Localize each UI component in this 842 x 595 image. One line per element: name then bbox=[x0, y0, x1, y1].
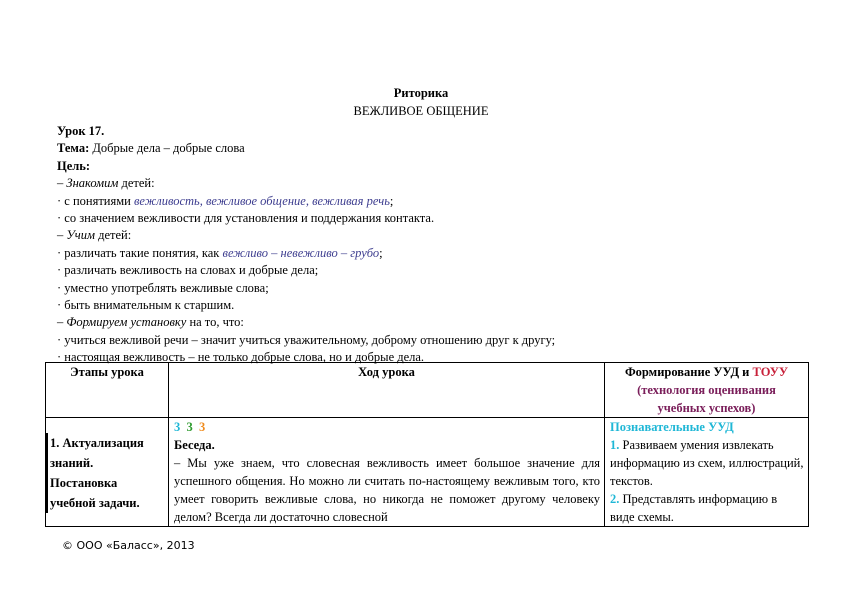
uud-title: Познавательные УУД bbox=[610, 420, 734, 434]
lesson-goal-label: Цель: bbox=[57, 158, 91, 173]
stage-cell: 1. Актуализация знаний. Постановка учебной задачи. bbox=[46, 418, 169, 527]
course-cell bbox=[169, 418, 605, 527]
uud-item: 1. Развиваем умения извлекать информацию из схем, иллюстраций, текстов. bbox=[610, 438, 804, 488]
goal-item: · настоящая вежливость – не только добрые слова, но и добрые дела. bbox=[57, 350, 425, 365]
table-header-row bbox=[46, 363, 809, 418]
lesson-number: Урок 17. bbox=[57, 124, 105, 138]
header-stages: Этапы урока bbox=[46, 363, 169, 418]
activity-text: – Мы уже знаем, что словесная вежливость имеет большое значение для успешного общения. Но можно ли считать по-настоящему вежливым того, кто умеет говорить вежливые слова, но никогда не поможет другому человеку делом? Всегда ли достаточно словесной bbox=[174, 456, 600, 524]
topic-title: ВЕЖЛИВОЕ ОБЩЕНИЕ bbox=[353, 104, 489, 118]
subject-title: Риторика bbox=[393, 86, 449, 100]
lesson-table bbox=[45, 362, 809, 527]
activity-title: Беседа. bbox=[174, 438, 215, 452]
goal-item: · учиться вежливой речи – значит учиться уважительному, доброму отношению друг к другу; bbox=[57, 332, 556, 347]
header-course: Ход урока bbox=[169, 363, 605, 418]
header-uud: Формирование УУД и ТОУУ (технология оценивания учебных успехов) bbox=[605, 363, 809, 418]
lesson-description bbox=[57, 123, 797, 367]
goal-item: · с понятиями вежливость, вежливое общение, вежливая речь; bbox=[57, 193, 394, 208]
uud-cell bbox=[605, 418, 809, 527]
goal-intro-acquaint: – Знакомим детей: bbox=[57, 176, 155, 191]
goal-intro-attitude: – Формируем установку на то, что: bbox=[57, 315, 244, 330]
goal-intro-teach: – Учим детей: bbox=[57, 228, 132, 243]
goal-item: · различать вежливость на словах и добрые дела; bbox=[57, 263, 319, 278]
copyright-footer: © ООО «Баласс», 2013 bbox=[62, 539, 195, 552]
uud-item: 2. Представлять информацию в виде схемы. bbox=[610, 492, 778, 524]
lesson-theme: Тема: Добрые дела – добрые слова bbox=[57, 141, 245, 156]
goal-item: · различать такие понятия, как вежливо – невежливо – грубо; bbox=[57, 245, 383, 260]
goal-item: · уместно употреблять вежливые слова; bbox=[57, 280, 269, 295]
goal-item: · быть внимательным к старшим. bbox=[57, 298, 235, 313]
goal-item: · со значением вежливости для установления и поддержания контакта. bbox=[57, 211, 435, 226]
assessment-markers: 3 3 3 bbox=[174, 420, 206, 434]
table-row bbox=[46, 418, 809, 527]
